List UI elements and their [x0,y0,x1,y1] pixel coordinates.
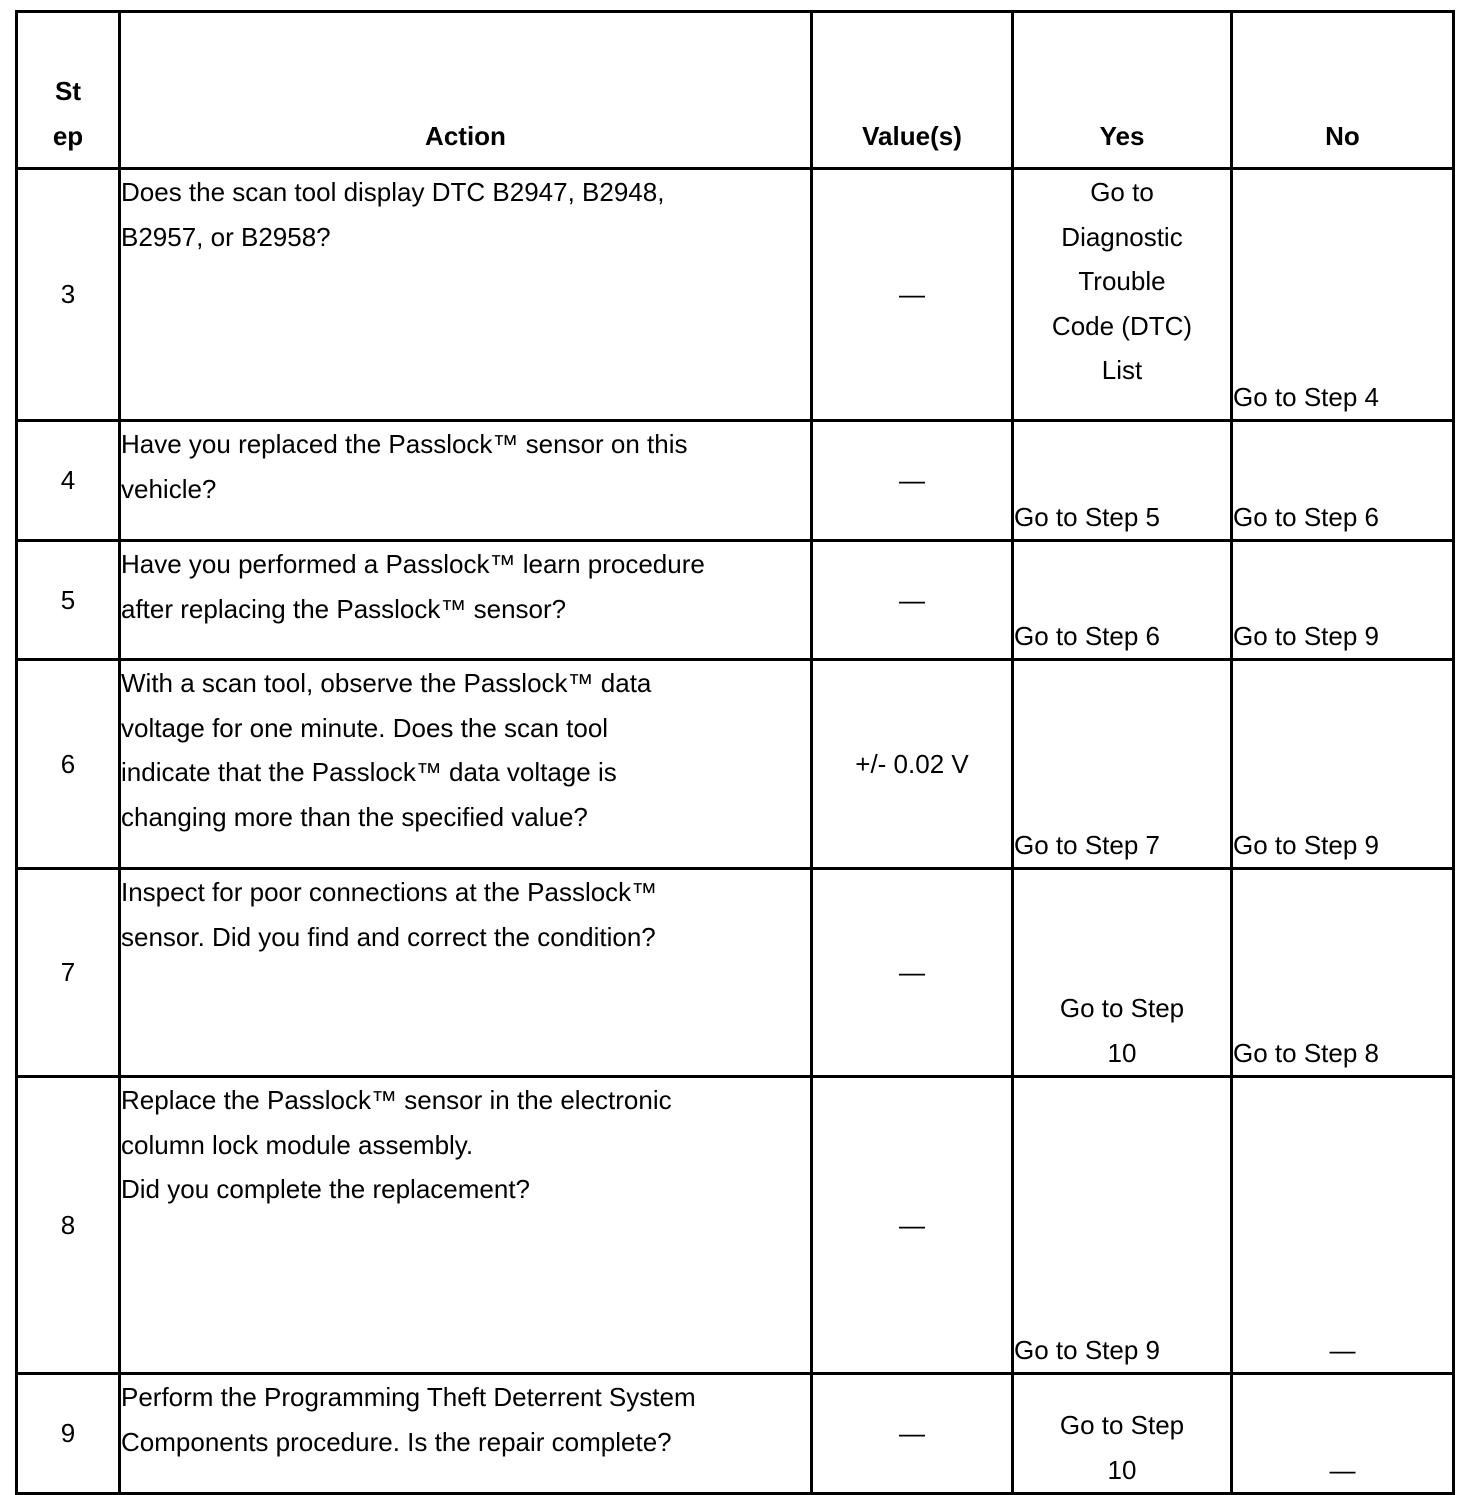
no-outcome: Go to Step 9 [1232,660,1454,869]
step-number: 5 [17,541,120,660]
action-text: Have you replaced the Passlock™ sensor on this vehicle? [120,421,812,541]
value-cell: — [812,1374,1013,1494]
table-row [17,1374,1454,1494]
no-outcome: Go to Step 8 [1232,869,1454,1077]
value-cell: — [812,869,1013,1077]
yes-outcome: Go to Diagnostic Trouble Code (DTC) List [1013,169,1232,421]
header-values: Value(s) [812,12,1013,169]
yes-outcome: Go to Step 10 [1013,1374,1232,1494]
header-row [17,12,1454,169]
header-no: No [1232,12,1454,169]
value-cell: +/- 0.02 V [812,660,1013,869]
table-row [17,421,1454,541]
step-number: 6 [17,660,120,869]
value-cell: — [812,541,1013,660]
step-number: 8 [17,1077,120,1374]
no-outcome: Go to Step 6 [1232,421,1454,541]
table-row [17,541,1454,660]
action-text: Perform the Programming Theft Deterrent System Components procedure. Is the repair complete? [120,1374,812,1494]
step-number: 9 [17,1374,120,1494]
step-number: 4 [17,421,120,541]
action-text: Have you performed a Passlock™ learn procedure after replacing the Passlock™ sensor? [120,541,812,660]
yes-outcome: Go to Step 10 [1013,869,1232,1077]
step-number: 7 [17,869,120,1077]
action-text: With a scan tool, observe the Passlock™ data voltage for one minute. Does the scan tool indicate that the Passlock™ data voltage is changing more than the specified value? [120,660,812,869]
yes-outcome: Go to Step 9 [1013,1077,1232,1374]
diagnostic-table [15,10,1455,1495]
value-cell: — [812,1077,1013,1374]
no-outcome: — [1232,1077,1454,1374]
no-outcome: — [1232,1374,1454,1494]
yes-outcome: Go to Step 5 [1013,421,1232,541]
step-number: 3 [17,169,120,421]
no-outcome: Go to Step 9 [1232,541,1454,660]
action-text: Replace the Passlock™ sensor in the electronic column lock module assembly. Did you complete the replacement? [120,1077,812,1374]
action-text: Does the scan tool display DTC B2947, B2948, B2957, or B2958? [120,169,812,421]
yes-outcome: Go to Step 7 [1013,660,1232,869]
header-yes: Yes [1013,12,1232,169]
no-outcome: Go to Step 4 [1232,169,1454,421]
table-row [17,660,1454,869]
value-cell: — [812,421,1013,541]
header-action: Action [120,12,812,169]
table-row [17,1077,1454,1374]
header-step: St ep [17,12,120,169]
table-row [17,869,1454,1077]
yes-outcome: Go to Step 6 [1013,541,1232,660]
value-cell: — [812,169,1013,421]
action-text: Inspect for poor connections at the Passlock™ sensor. Did you find and correct the condition? [120,869,812,1077]
table-row [17,169,1454,421]
